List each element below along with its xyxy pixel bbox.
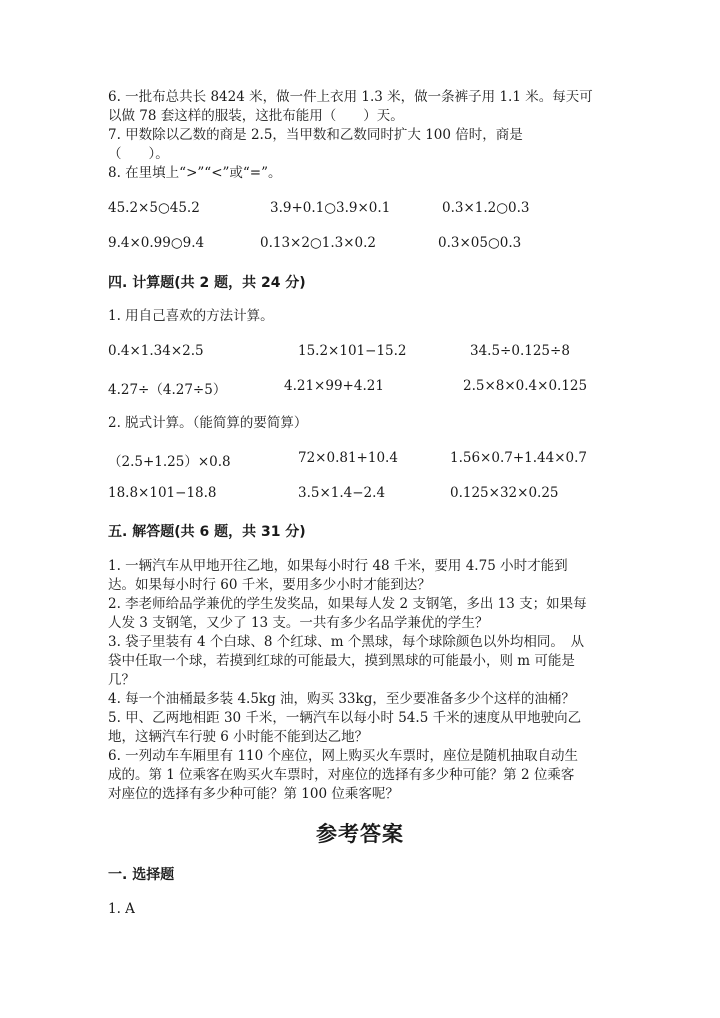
- answers-section-1-heading: 一. 选择题: [108, 867, 175, 883]
- calc-item: 0.125×32×0.25: [450, 485, 559, 501]
- answer-question-line: 成的。第 1 位乘客在购买火车票时，对座位的选择有多少种可能？第 2 位乘客: [108, 767, 575, 783]
- answer-question-line: 4. 每一个油桶最多装 4.5kg 油，购买 33kg，至少要准备多少个这样的油桶？: [108, 691, 575, 707]
- calc-item: 4.27÷（4.27÷5）: [108, 382, 227, 398]
- calc-item: 1.56×0.7+1.44×0.7: [450, 450, 587, 466]
- answer-question-line: 对座位的选择有多少种可能？第 100 位乘客呢？: [108, 786, 399, 802]
- compare-item: 9.4×0.99○9.4: [108, 235, 205, 251]
- answer-question-line: 达。如果每小时行 60 千米，要用多少小时才能到达？: [108, 577, 431, 593]
- answer-question-line: 人发 3 支钢笔，又少了 13 支。一共有多少名品学兼优的学生？: [108, 615, 489, 631]
- answers-title: 参考答案: [316, 822, 404, 846]
- calc-row-4: [108, 485, 628, 505]
- compare-row-2: [108, 235, 628, 255]
- answer-question-line: 5. 甲、乙两地相距 30 千米，一辆汽车以每小时 54.5 千米的速度从甲地驶向乙: [108, 710, 582, 726]
- calc-row-3: [108, 450, 628, 470]
- answer-question-line: 袋中任取一个球，若摸到红球的可能最大，摸到黑球的可能最小，则 m 可能是: [108, 653, 575, 669]
- compare-item: 45.2×5○45.2: [108, 200, 200, 216]
- calc-row-1: [108, 343, 628, 363]
- section-4-q1-label: 1. 用自己喜欢的方法计算。: [108, 308, 274, 324]
- section-4-heading: 四. 计算题(共 2 题，共 24 分): [108, 275, 306, 291]
- calc-item: 2.5×8×0.4×0.125: [463, 378, 588, 394]
- calc-item: （2.5+1.25）×0.8: [108, 454, 231, 470]
- calc-item: 18.8×101−18.8: [108, 485, 217, 501]
- calc-item: 3.5×1.4−2.4: [298, 485, 386, 501]
- q8-line-1: 8. 在里填上“>”“<”或“=”。: [108, 165, 282, 181]
- calc-row-2: [108, 378, 628, 398]
- calc-item: 0.4×1.34×2.5: [108, 343, 204, 359]
- answer-1: 1. A: [108, 901, 135, 917]
- compare-item: 0.13×2○1.3×0.2: [260, 235, 376, 251]
- answer-question-line: 地，这辆汽车行驶 6 小时能不能到达乙地？: [108, 729, 369, 745]
- q7-line-2: （ ）。: [108, 146, 169, 162]
- q6-line-1: 6. 一批布总共长 8424 米，做一件上衣用 1.3 米，做一条裤子用 1.1 米。每天可: [108, 89, 593, 105]
- answer-question-line: 1. 一辆汽车从甲地开往乙地，如果每小时行 48 千米，要用 4.75 小时才能到: [108, 558, 568, 574]
- answer-question-line: 6. 一列动车车厢里有 110 个座位，网上购买火车票时，座位是随机抽取自动生: [108, 748, 579, 764]
- compare-item: 0.3×1.2○0.3: [442, 200, 530, 216]
- calc-item: 4.21×99+4.21: [284, 378, 384, 394]
- answer-question-line: 几？: [108, 672, 135, 688]
- q6-line-2: 以做 78 套这样的服装，这批布能用（ ）天。: [108, 108, 404, 124]
- section-4-q2-label: 2. 脱式计算。（能简算的要简算）: [108, 415, 308, 431]
- section-5-heading: 五. 解答题(共 6 题，共 31 分): [108, 524, 306, 540]
- compare-item: 3.9+0.1○3.9×0.1: [270, 200, 391, 216]
- compare-row-1: [108, 200, 628, 220]
- answer-question-line: 2. 李老师给品学兼优的学生发奖品，如果每人发 2 支钢笔，多出 13 支；如果每: [108, 596, 587, 612]
- q7-line-1: 7. 甲数除以乙数的商是 2.5，当甲数和乙数同时扩大 100 倍时，商是: [108, 127, 523, 143]
- answer-question-line: 3. 袋子里装有 4 个白球、8 个红球、m 个黑球，每个球除颜色以外均相同。 从: [108, 634, 585, 650]
- calc-item: 15.2×101−15.2: [298, 343, 407, 359]
- compare-item: 0.3×05○0.3: [438, 235, 522, 251]
- calc-item: 72×0.81+10.4: [298, 450, 398, 466]
- calc-item: 34.5÷0.125÷8: [470, 343, 570, 359]
